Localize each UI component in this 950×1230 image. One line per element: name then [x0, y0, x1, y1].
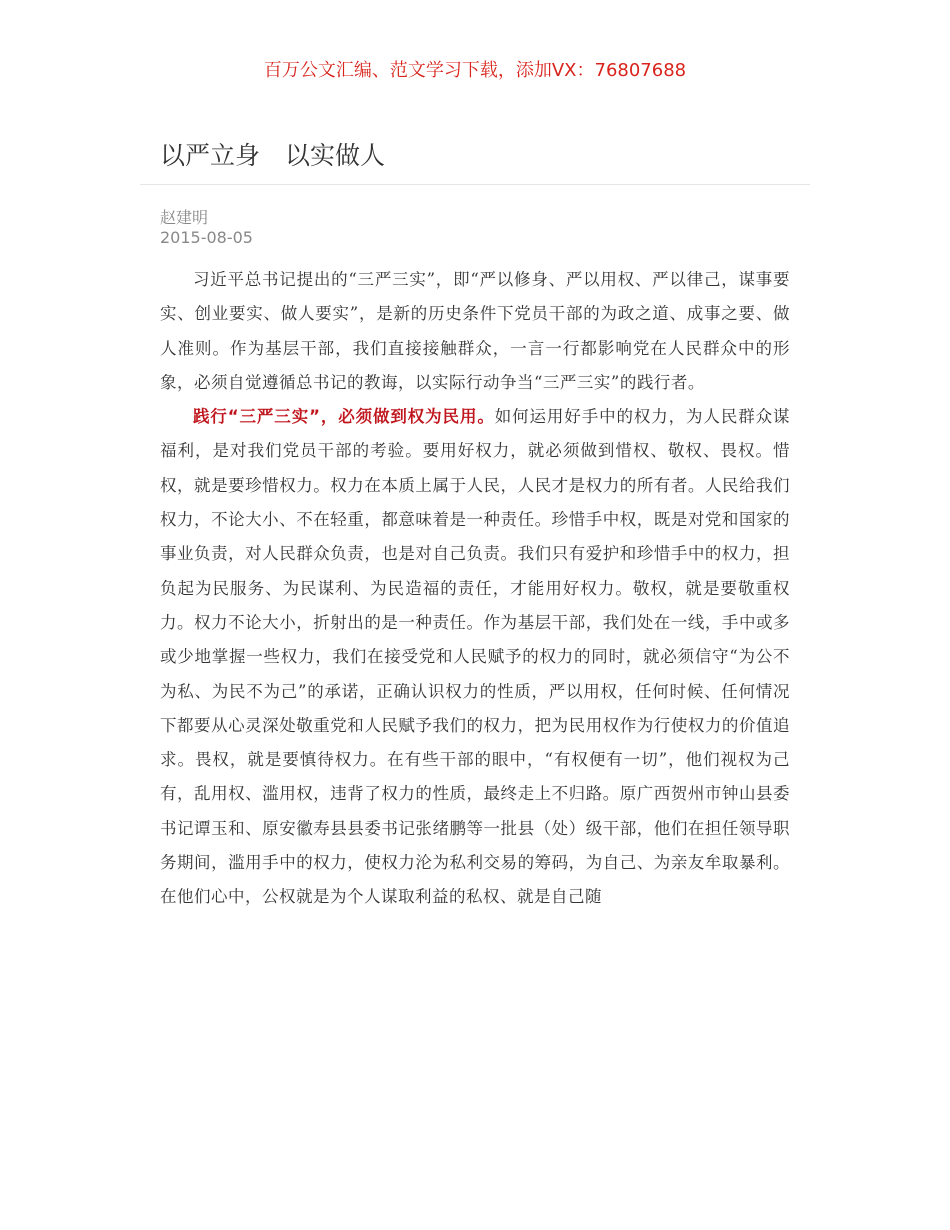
- banner-ad-text: 百万公文汇编、范文学习下载，添加VX：76807688: [263, 60, 687, 81]
- article-author: 赵建明: [160, 208, 209, 227]
- title-divider: [140, 184, 810, 185]
- paragraph-lead: 践行“三严三实”，必须做到权为民用。: [193, 407, 495, 427]
- article-paragraph-2: [160, 400, 790, 914]
- article-date: 2015-08-05: [160, 228, 253, 247]
- article-paragraph-1: [160, 263, 790, 400]
- paragraph-text: 如何运用好手中的权力，为人民群众谋福利，是对我们党员干部的考验。要用好权力，就必须做到惜权、敬权、畏权。惜权，就是要珍惜权力。权力在本质上属于人民，人民才是权力的所有者。人民给我们权力，不论大小、不在轻重，都意味着是一种责任。珍惜手中权，既是对党和国家的事业负责，对人民群众负责，也是对自己负责。我们只有爱护和珍惜手中的权力，担负起为民服务、为民谋利、为民造福的责任，才能用好权力。敬权，就是要敬重权力。权力不论大小，折射出的是一种责任。作为基层干部，我们处在一线，手中或多或少地掌握一些权力，我们在接受党和人民赋予的权力的同时，就必须信守“为公不为私、为民不为己”的承诺，正确认识权力的性质，严以用权，任何时候、任何情况下都要从心灵深处敬重党和人民赋予我们的权力，把为民用权作为行使权力的价值追求。畏权，就是要慎待权力。在有些干部的眼中，“有权便有一切”，他们视权为己有，乱用权、滥用权，违背了权力的性质，最终走上不归路。原广西贺州市钟山县委书记谭玉和、原安徽寿县县委书记张绪鹏等一批县（处）级干部，他们在担任领导职务期间，滥用手中的权力，使权力沦为私利交易的筹码，为自己、为亲友牟取暴利。在他们心中，公权就是为个人谋取利益的私权、就是自己随: [160, 407, 790, 907]
- article-title: 以严立身 以实做人: [160, 141, 386, 170]
- article-body: [160, 263, 790, 915]
- paragraph-text: 习近平总书记提出的“三严三实”，即“严以修身、严以用权、严以律己，谋事要实、创业要实、做人要实”，是新的历史条件下党员干部的为政之道、成事之要、做人准则。作为基层干部，我们直接接触群众，一言一行都影响党在人民群众中的形象，必须自觉遵循总书记的教诲，以实际行动争当“三严三实”的践行者。: [160, 270, 790, 392]
